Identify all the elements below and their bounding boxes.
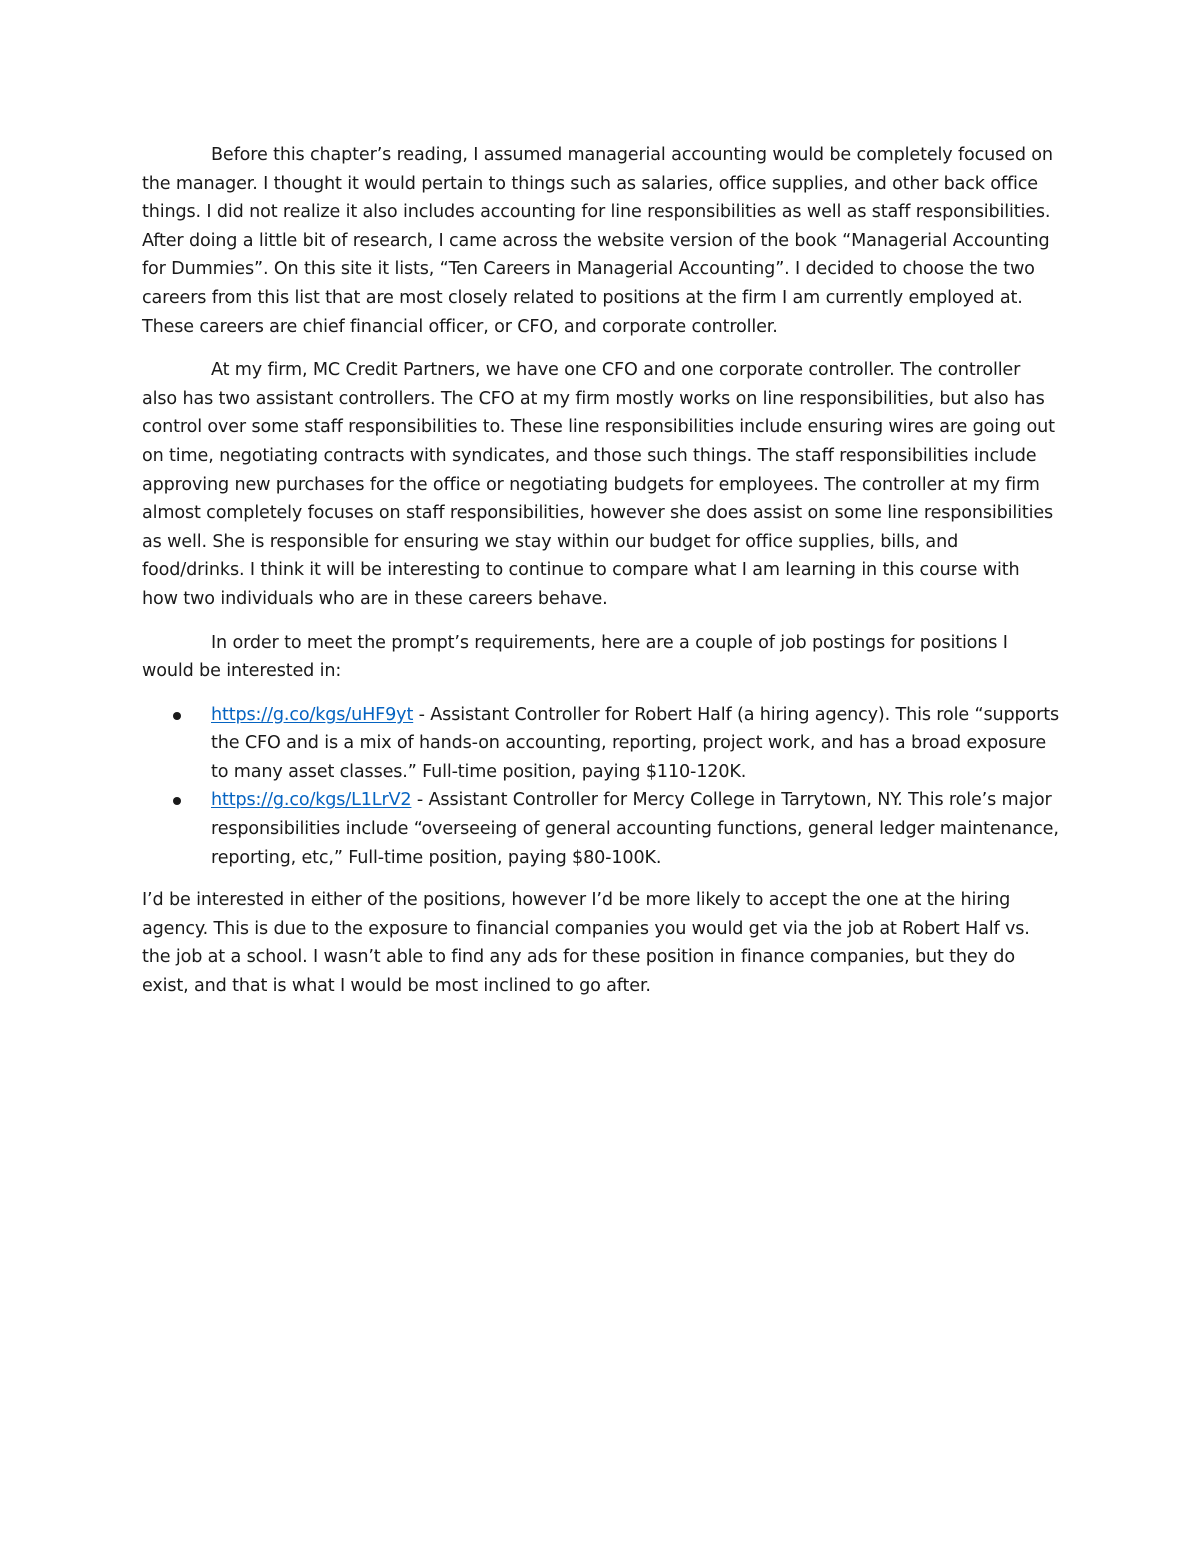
paragraph-firm: At my firm, MC Credit Partners, we have one CFO and one corporate controller. The controller also has two assistant controllers. The CFO at my firm mostly works on line responsibilities, but also has control over some staff responsibilities to. These line responsibilities include ensuring wires are going out on time, negotiating contracts with syndicates, and those such things. The staff responsibilities include approving new purchases for the office or negotiating budgets for employees. The controller at my firm almost completely focuses on staff responsibilities, however she does assist on some line responsibilities as well. She is responsible for ensuring we stay within our budget for office supplies, bills, and food/drinks. I think it will be interesting to continue to compare what I am learning in this course with how two individuals who are in these careers behave. [142,360,1055,609]
list-item [142,786,1060,872]
job-link-robert-half[interactable]: https://g.co/kgs/uHF9yt [211,704,414,725]
paragraph-intro: Before this chapter’s reading, I assumed managerial accounting would be completely focused on the manager. I thought it would pertain to things such as salaries, office supplies, and other back office things. I did not realize it also includes accounting for line responsibilities as well as staff responsibilities. After doing a little bit of research, I came across the website version of the book “Managerial Accounting for Dummies”. On this site it lists, “Ten Careers in Managerial Accounting”. I decided to choose the two careers from this list that are most closely related to positions at the firm I am currently employed at. These careers are chief financial officer, or CFO, and corporate controller. [142,145,1053,337]
job-description-robert-half: - Assistant Controller for Robert Half (a hiring agency). This role “supports the CFO and is a mix of hands-on accounting, reporting, project work, and has a broad exposure to many asset classes.” Full-time position, paying $110-120K. [211,704,1059,782]
paragraph-prompt: In order to meet the prompt’s requirements, here are a couple of job postings for positions I would be interested in: [142,632,1008,682]
list-item [142,701,1060,787]
paragraph-closing: I’d be interested in either of the positions, however I’d be more likely to accept the one at the hiring agency. This is due to the exposure to financial companies you would get via the job at Robert Half vs. the job at a school. I wasn’t able to find any ads for these position in finance companies, but they do exist, and that is what I would be most inclined to go after. [142,890,1030,997]
job-link-mercy-college[interactable]: https://g.co/kgs/L1LrV2 [211,790,412,811]
job-description-mercy-college: - Assistant Controller for Mercy College in Tarrytown, NY. This role’s major responsibilities include “overseeing of general accounting functions, general ledger maintenance, reporting, etc,” Full-time position, paying $80-100K. [211,790,1059,868]
bullet-icon [173,797,181,805]
job-postings-list [142,701,1060,873]
bullet-icon [173,712,181,720]
document-body [142,141,1060,1016]
